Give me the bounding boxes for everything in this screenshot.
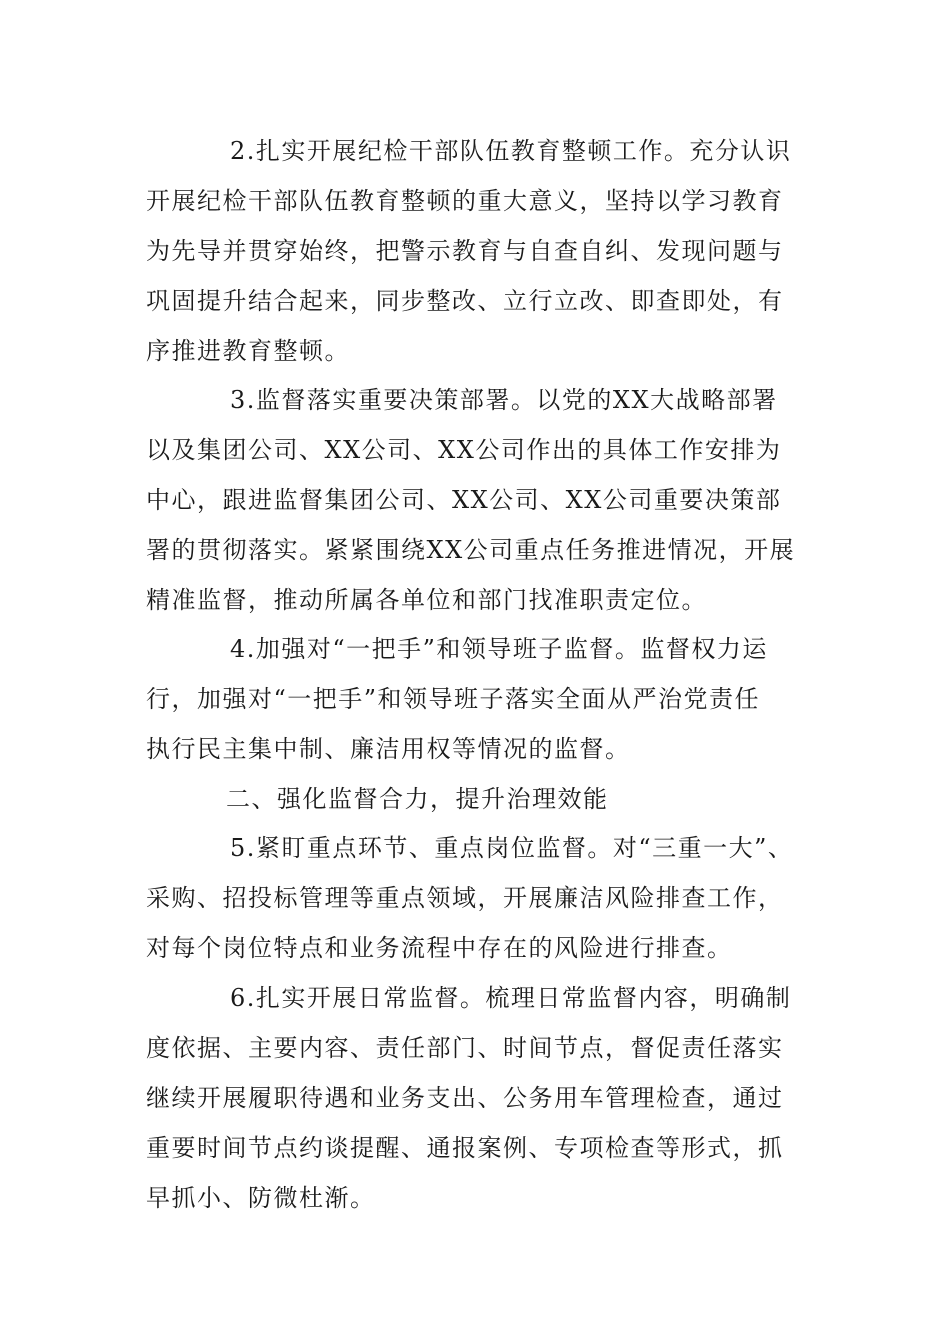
paragraph-3-line-1: 3.监督落实重要决策部署。以党的XX大战略部署 <box>230 386 778 414</box>
paragraph-3-line-2: 以及集团公司、XX公司、XX公司作出的具体工作安排为 <box>146 436 782 464</box>
paragraph-5-line-3: 对每个岗位特点和业务流程中存在的风险进行排查。 <box>146 934 733 962</box>
paragraph-6-line-3: 继续开展履职待遇和业务支出、公务用车管理检查，通过 <box>146 1084 784 1112</box>
paragraph-3-line-4: 署的贯彻落实。紧紧围绕XX公司重点任务推进情况，开展 <box>146 536 796 564</box>
paragraph-4-line-1: 4.加强对“一把手”和领导班子监督。监督权力运 <box>230 635 768 663</box>
paragraph-6-line-1: 6.扎实开展日常监督。梳理日常监督内容，明确制 <box>230 984 792 1012</box>
paragraph-6-line-2: 度依据、主要内容、责任部门、时间节点，督促责任落实 <box>146 1034 784 1062</box>
paragraph-5-line-1: 5.紧盯重点环节、重点岗位监督。对“三重一大”、 <box>230 834 794 862</box>
paragraph-2-line-4: 巩固提升结合起来，同步整改、立行立改、即查即处，有 <box>146 287 784 315</box>
paragraph-2-line-1: 2.扎实开展纪检干部队伍教育整顿工作。充分认识 <box>230 137 792 165</box>
paragraph-5-line-2: 采购、招投标管理等重点领域，开展廉洁风险排查工作， <box>146 884 784 912</box>
paragraph-2-line-5: 序推进教育整顿。 <box>146 337 350 365</box>
section-heading-2: 二、强化监督合力，提升治理效能 <box>226 785 609 813</box>
paragraph-4-line-2: 行，加强对“一把手”和领导班子落实全面从严治党责任 <box>146 685 761 713</box>
paragraph-6-line-5: 早抓小、防微杜渐。 <box>146 1184 376 1212</box>
paragraph-2-line-2: 开展纪检干部队伍教育整顿的重大意义，坚持以学习教育 <box>146 187 784 215</box>
paragraph-3-line-5: 精准监督，推动所属各单位和部门找准职责定位。 <box>146 586 707 614</box>
paragraph-4-line-3: 执行民主集中制、廉洁用权等情况的监督。 <box>146 735 631 763</box>
paragraph-6-line-4: 重要时间节点约谈提醒、通报案例、专项检查等形式，抓 <box>146 1134 784 1162</box>
paragraph-3-line-3: 中心，跟进监督集团公司、XX公司、XX公司重要决策部 <box>146 486 782 514</box>
paragraph-2-line-3: 为先导并贯穿始终，把警示教育与自查自纠、发现问题与 <box>146 237 784 265</box>
